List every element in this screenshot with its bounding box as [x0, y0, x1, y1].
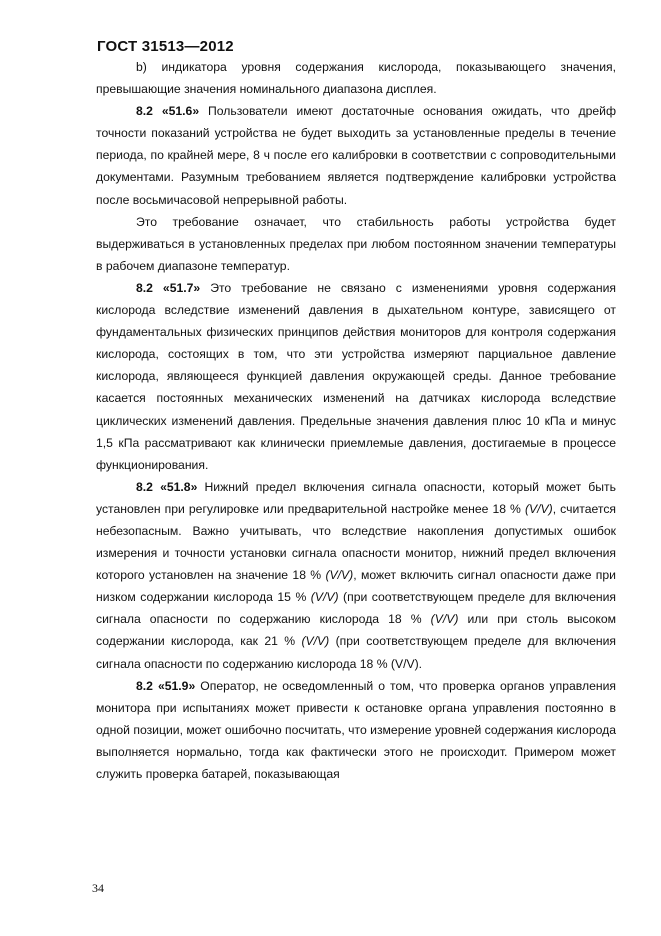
unit-vv: (V/V)	[310, 590, 339, 605]
paragraph-text: (при соответствующем пределе для включения сигнала опасности по содержанию кислорода 18 % (V/V).	[96, 634, 616, 671]
unit-vv: (V/V)	[301, 634, 330, 649]
paragraph-text: Это требование не связано с изменениями уровня содержания кислорода вследствие изменений давления в дыхательном контуре, зависящего от фундаментальных физических принципов действия мониторов для контроля содержания кислорода, состоящих в том, что эти устройства измеряют парциальное давление кислорода, являющееся функцией давления окружающей среды. Данное требование касается постоянных механических изменений на датчиках кислорода вследствие циклических изменений давления. Предельные значения давления плюс 10 кПа и минус 1,5 кПа рассматривают как клинически приемлемые давления, достигаемые в процессе функционирования.	[96, 280, 617, 472]
paragraph-51-9	[96, 675, 616, 785]
unit-vv: (V/V)	[524, 501, 553, 516]
paragraph-item-b	[96, 56, 616, 100]
clause-reference: 8.2 «51.9»	[136, 678, 196, 693]
paragraph-text: (при соответствующем пределе для включения сигнала опасности по содержанию кислорода 18 %	[96, 590, 616, 627]
paragraph-text: Пользователи имеют достаточные основания ожидать, что дрейф точности показаний устройства не будет выходить за установленные пределы в течение периода, по крайней мере, 8 ч после его калибровки в соответствии с сопроводительными документами. Разумным требованием является подтверждение калибровки устройства после восьмичасовой непрерывной работы.	[96, 104, 616, 207]
unit-vv: (V/V)	[430, 612, 459, 627]
paragraph-51-7	[96, 277, 616, 476]
clause-reference: 8.2 «51.8»	[136, 479, 198, 494]
page-number: 34	[92, 881, 104, 895]
paragraph-text: , может включить сигнал опасности даже при низком содержании кислорода 15 %	[96, 568, 616, 605]
paragraph-text: b) индикатора уровня содержания кислорода, показывающего значения, превышающие значения номинального диапазона дисплея.	[96, 60, 616, 97]
paragraph-text: Это требование означает, что стабильность работы устройства будет выдерживаться в установленных пределах при любом постоянном значении температуры в рабочем диапазоне температур.	[96, 214, 616, 273]
paragraph-text: или при столь высоком содержании кислорода, как 21 %	[96, 612, 616, 649]
unit-vv: (V/V)	[325, 568, 354, 583]
document-body	[96, 56, 616, 785]
clause-reference: 8.2 «51.7»	[136, 280, 201, 295]
paragraph-text: Оператор, не осведомленный о том, что проверка органов управления монитора при испытаниях может привести к остановке органа управления постоянно в одной позиции, может ошибочно посчитать, что измерение уровней содержания кислорода выполняется нормально, тогда как фактически этого не происходит. Примером может служить проверка батарей, показывающая	[96, 678, 617, 781]
clause-reference: 8.2 «51.6»	[136, 104, 200, 119]
paragraph-text: , считается небезопасным. Важно учитывать, что вследствие накопления допустимых ошибок измерения и точности установки сигнала опасности монитор, нижний предел включения которого установлен на значение 18 %	[96, 501, 617, 583]
paragraph-51-6	[96, 100, 616, 210]
paragraph-51-6-explanation	[96, 211, 616, 277]
document-header: ГОСТ 31513—2012	[97, 38, 234, 55]
paragraph-51-8	[96, 476, 616, 675]
paragraph-text: Нижний предел включения сигнала опасности, который может быть установлен при регулировке или предварительной настройке менее 18 %	[96, 479, 616, 516]
